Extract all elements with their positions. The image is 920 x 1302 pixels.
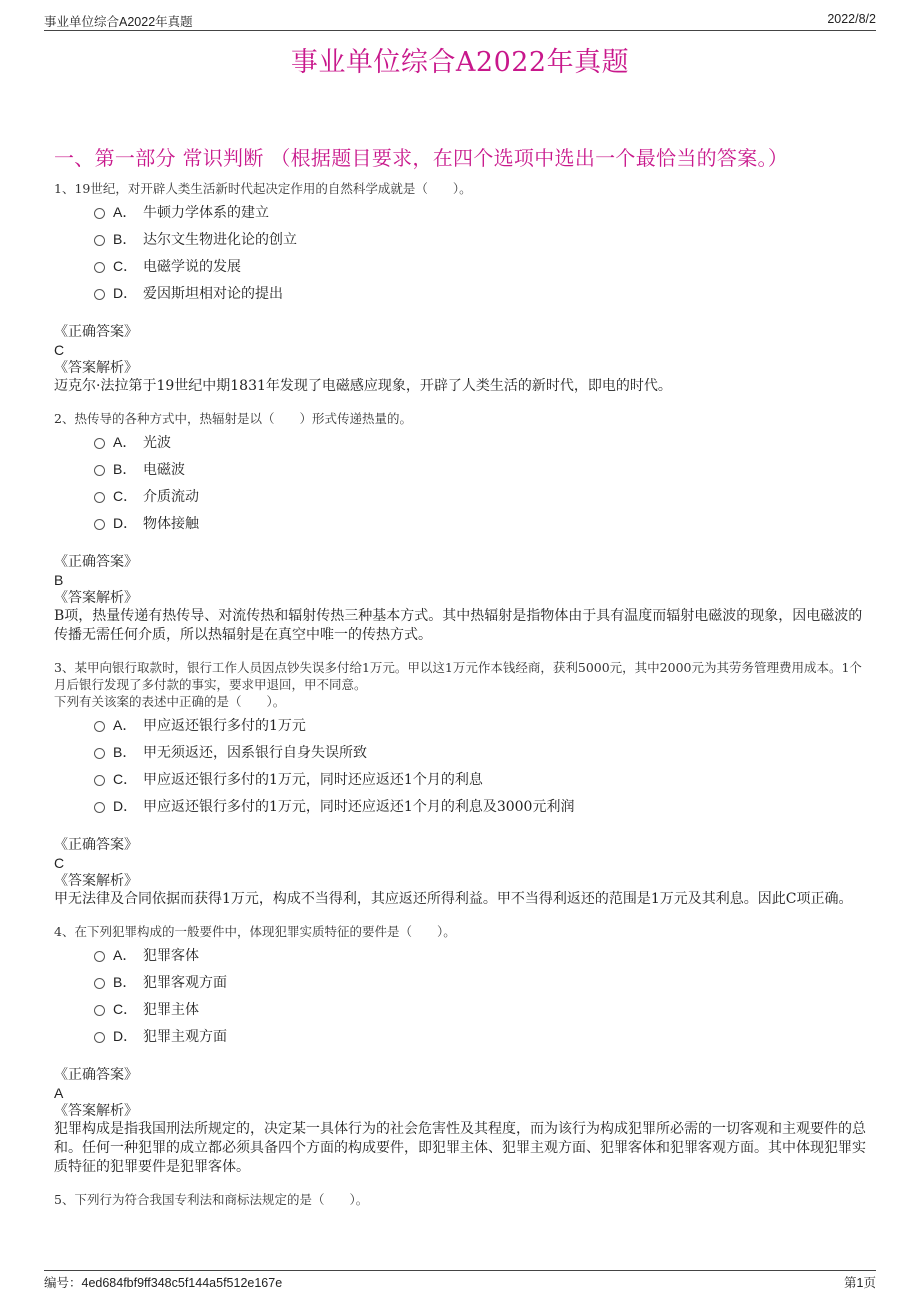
explanation-text: 犯罪构成是指我国刑法所规定的，决定某一具体行为的社会危害性及其程度，而为该行为构成犯罪所必需的一切客观和主观要件的总和。任何一种犯罪的成立都必须具备四个方面的构成要件，即犯罪主体、犯罪主观方面、犯罪客体和犯罪客观方面。其中体现犯罪实质特征的犯罪要件是犯罪客体。 [54, 1121, 866, 1175]
page-number: 第1页 [844, 1276, 876, 1290]
answer-value: A [54, 1085, 64, 1101]
header-date: 2022/8/2 [827, 12, 876, 26]
radio-icon[interactable] [94, 978, 105, 989]
answer-value: C [54, 342, 65, 358]
radio-icon[interactable] [94, 262, 105, 273]
question-text: 3、某甲向银行取款时，银行工作人员因点钞失误多付给1万元。甲以这1万元作本钱经商，获利5000元，其中2000元为其劳务管理费用成本。1个月后银行发现了多付款的事实，要求甲退回，甲不同意。 [54, 660, 862, 692]
option-text: 甲应返还银行多付的1万元 [143, 718, 306, 734]
answer-label: 《正确答案》 [54, 324, 138, 340]
header-doc-title: 事业单位综合A2022年真题 [44, 15, 193, 29]
explanation-label: 《答案解析》 [54, 590, 138, 606]
option-text: 电磁学说的发展 [143, 259, 241, 275]
explanation-label: 《答案解析》 [54, 360, 138, 376]
option-letter: A． [113, 434, 137, 450]
option-letter: B． [113, 744, 137, 760]
answer-value: B [54, 572, 64, 588]
option-list [94, 432, 870, 540]
answer-label: 《正确答案》 [54, 1067, 138, 1083]
radio-icon[interactable] [94, 1005, 105, 1016]
option-a[interactable] [94, 945, 870, 972]
document-title: 事业单位综合A2022年真题 [290, 47, 630, 78]
explanation-text: 迈克尔·法拉第于19世纪中期1831年发现了电磁感应现象，开辟了人类生活的新时代，即电的时代。 [54, 378, 672, 394]
option-text: 光波 [143, 435, 171, 451]
option-text: 达尔文生物进化论的创立 [143, 232, 297, 248]
option-text: 犯罪客观方面 [143, 975, 227, 991]
option-list [94, 202, 870, 310]
option-a[interactable] [94, 202, 870, 229]
question-4 [54, 923, 870, 1177]
option-letter: A． [113, 717, 137, 733]
radio-icon[interactable] [94, 492, 105, 503]
option-text: 介质流动 [143, 489, 199, 505]
option-a[interactable] [94, 432, 870, 459]
option-b[interactable] [94, 229, 870, 256]
option-letter: D． [113, 285, 138, 301]
option-letter: D． [113, 515, 138, 531]
option-text: 甲应返还银行多付的1万元，同时还应返还1个月的利息 [143, 772, 483, 788]
answer-value: C [54, 855, 65, 871]
option-b[interactable] [94, 972, 870, 999]
section-heading: 一、第一部分 常识判断 （根据题目要求，在四个选项中选出一个最恰当的答案。） [54, 146, 789, 170]
option-text: 牛顿力学体系的建立 [143, 205, 269, 221]
question-1 [54, 180, 870, 396]
option-letter: B． [113, 231, 137, 247]
option-c[interactable] [94, 769, 870, 796]
question-text-continued: 下列有关该案的表述中正确的是（ ）。 [54, 694, 286, 709]
option-d[interactable] [94, 283, 870, 310]
page-header [44, 10, 876, 31]
option-text: 甲应返还银行多付的1万元，同时还应返还1个月的利息及3000元利润 [143, 799, 575, 815]
question-text: 4、在下列犯罪构成的一般要件中，体现犯罪实质特征的要件是（ ）。 [54, 924, 456, 939]
option-letter: B． [113, 974, 137, 990]
radio-icon[interactable] [94, 775, 105, 786]
option-letter: A． [113, 947, 137, 963]
option-list [94, 945, 870, 1053]
option-letter: A． [113, 204, 137, 220]
answer-label: 《正确答案》 [54, 837, 138, 853]
option-text: 犯罪主观方面 [143, 1029, 227, 1045]
option-letter: C． [113, 488, 138, 504]
option-d[interactable] [94, 1026, 870, 1053]
question-text: 5、下列行为符合我国专利法和商标法规定的是（ ）。 [54, 1192, 369, 1207]
radio-icon[interactable] [94, 1032, 105, 1043]
option-text: 爱因斯坦相对论的提出 [143, 286, 283, 302]
explanation-label: 《答案解析》 [54, 1103, 138, 1119]
explanation-text: B项，热量传递有热传导、对流传热和辐射传热三种基本方式。其中热辐射是指物体由于具有温度而辐射电磁波的现象，因电磁波的传播无需任何介质，所以热辐射是在真空中唯一的传热方式。 [54, 608, 863, 643]
radio-icon[interactable] [94, 465, 105, 476]
option-text: 甲无须返还，因系银行自身失误所致 [143, 745, 367, 761]
explanation-text: 甲无法律及合同依据而获得1万元，构成不当得利，其应返还所得利益。甲不当得利返还的范围是1万元及其利息。因此C项正确。 [54, 891, 853, 907]
option-d[interactable] [94, 513, 870, 540]
option-list [94, 715, 870, 823]
option-text: 物体接触 [143, 516, 199, 532]
option-letter: C． [113, 1001, 138, 1017]
option-d[interactable] [94, 796, 870, 823]
question-text: 2、热传导的各种方式中，热辐射是以（ ）形式传递热量的。 [54, 411, 412, 426]
option-text: 电磁波 [143, 462, 185, 478]
question-list [54, 180, 870, 1208]
answer-label: 《正确答案》 [54, 554, 138, 570]
option-b[interactable] [94, 459, 870, 486]
explanation-label: 《答案解析》 [54, 873, 138, 889]
radio-icon[interactable] [94, 951, 105, 962]
radio-icon[interactable] [94, 235, 105, 246]
option-a[interactable] [94, 715, 870, 742]
question-2 [54, 410, 870, 645]
radio-icon[interactable] [94, 519, 105, 530]
question-5 [54, 1191, 870, 1208]
radio-icon[interactable] [94, 721, 105, 732]
option-c[interactable] [94, 486, 870, 513]
option-text: 犯罪主体 [143, 1002, 199, 1018]
radio-icon[interactable] [94, 748, 105, 759]
option-letter: C． [113, 771, 138, 787]
option-c[interactable] [94, 999, 870, 1026]
option-b[interactable] [94, 742, 870, 769]
option-text: 犯罪客体 [143, 948, 199, 964]
radio-icon[interactable] [94, 208, 105, 219]
option-letter: D． [113, 1028, 138, 1044]
question-3 [54, 659, 870, 909]
option-c[interactable] [94, 256, 870, 283]
radio-icon[interactable] [94, 438, 105, 449]
page-footer [44, 1270, 876, 1291]
question-text: 1、19世纪，对开辟人类生活新时代起决定作用的自然科学成就是（ ）。 [54, 181, 472, 196]
document-id: 编号：4ed684fbf9ff348c5f144a5f512e167e [44, 1276, 283, 1290]
option-letter: B． [113, 461, 137, 477]
radio-icon[interactable] [94, 802, 105, 813]
option-letter: C． [113, 258, 138, 274]
option-letter: D． [113, 798, 138, 814]
radio-icon[interactable] [94, 289, 105, 300]
